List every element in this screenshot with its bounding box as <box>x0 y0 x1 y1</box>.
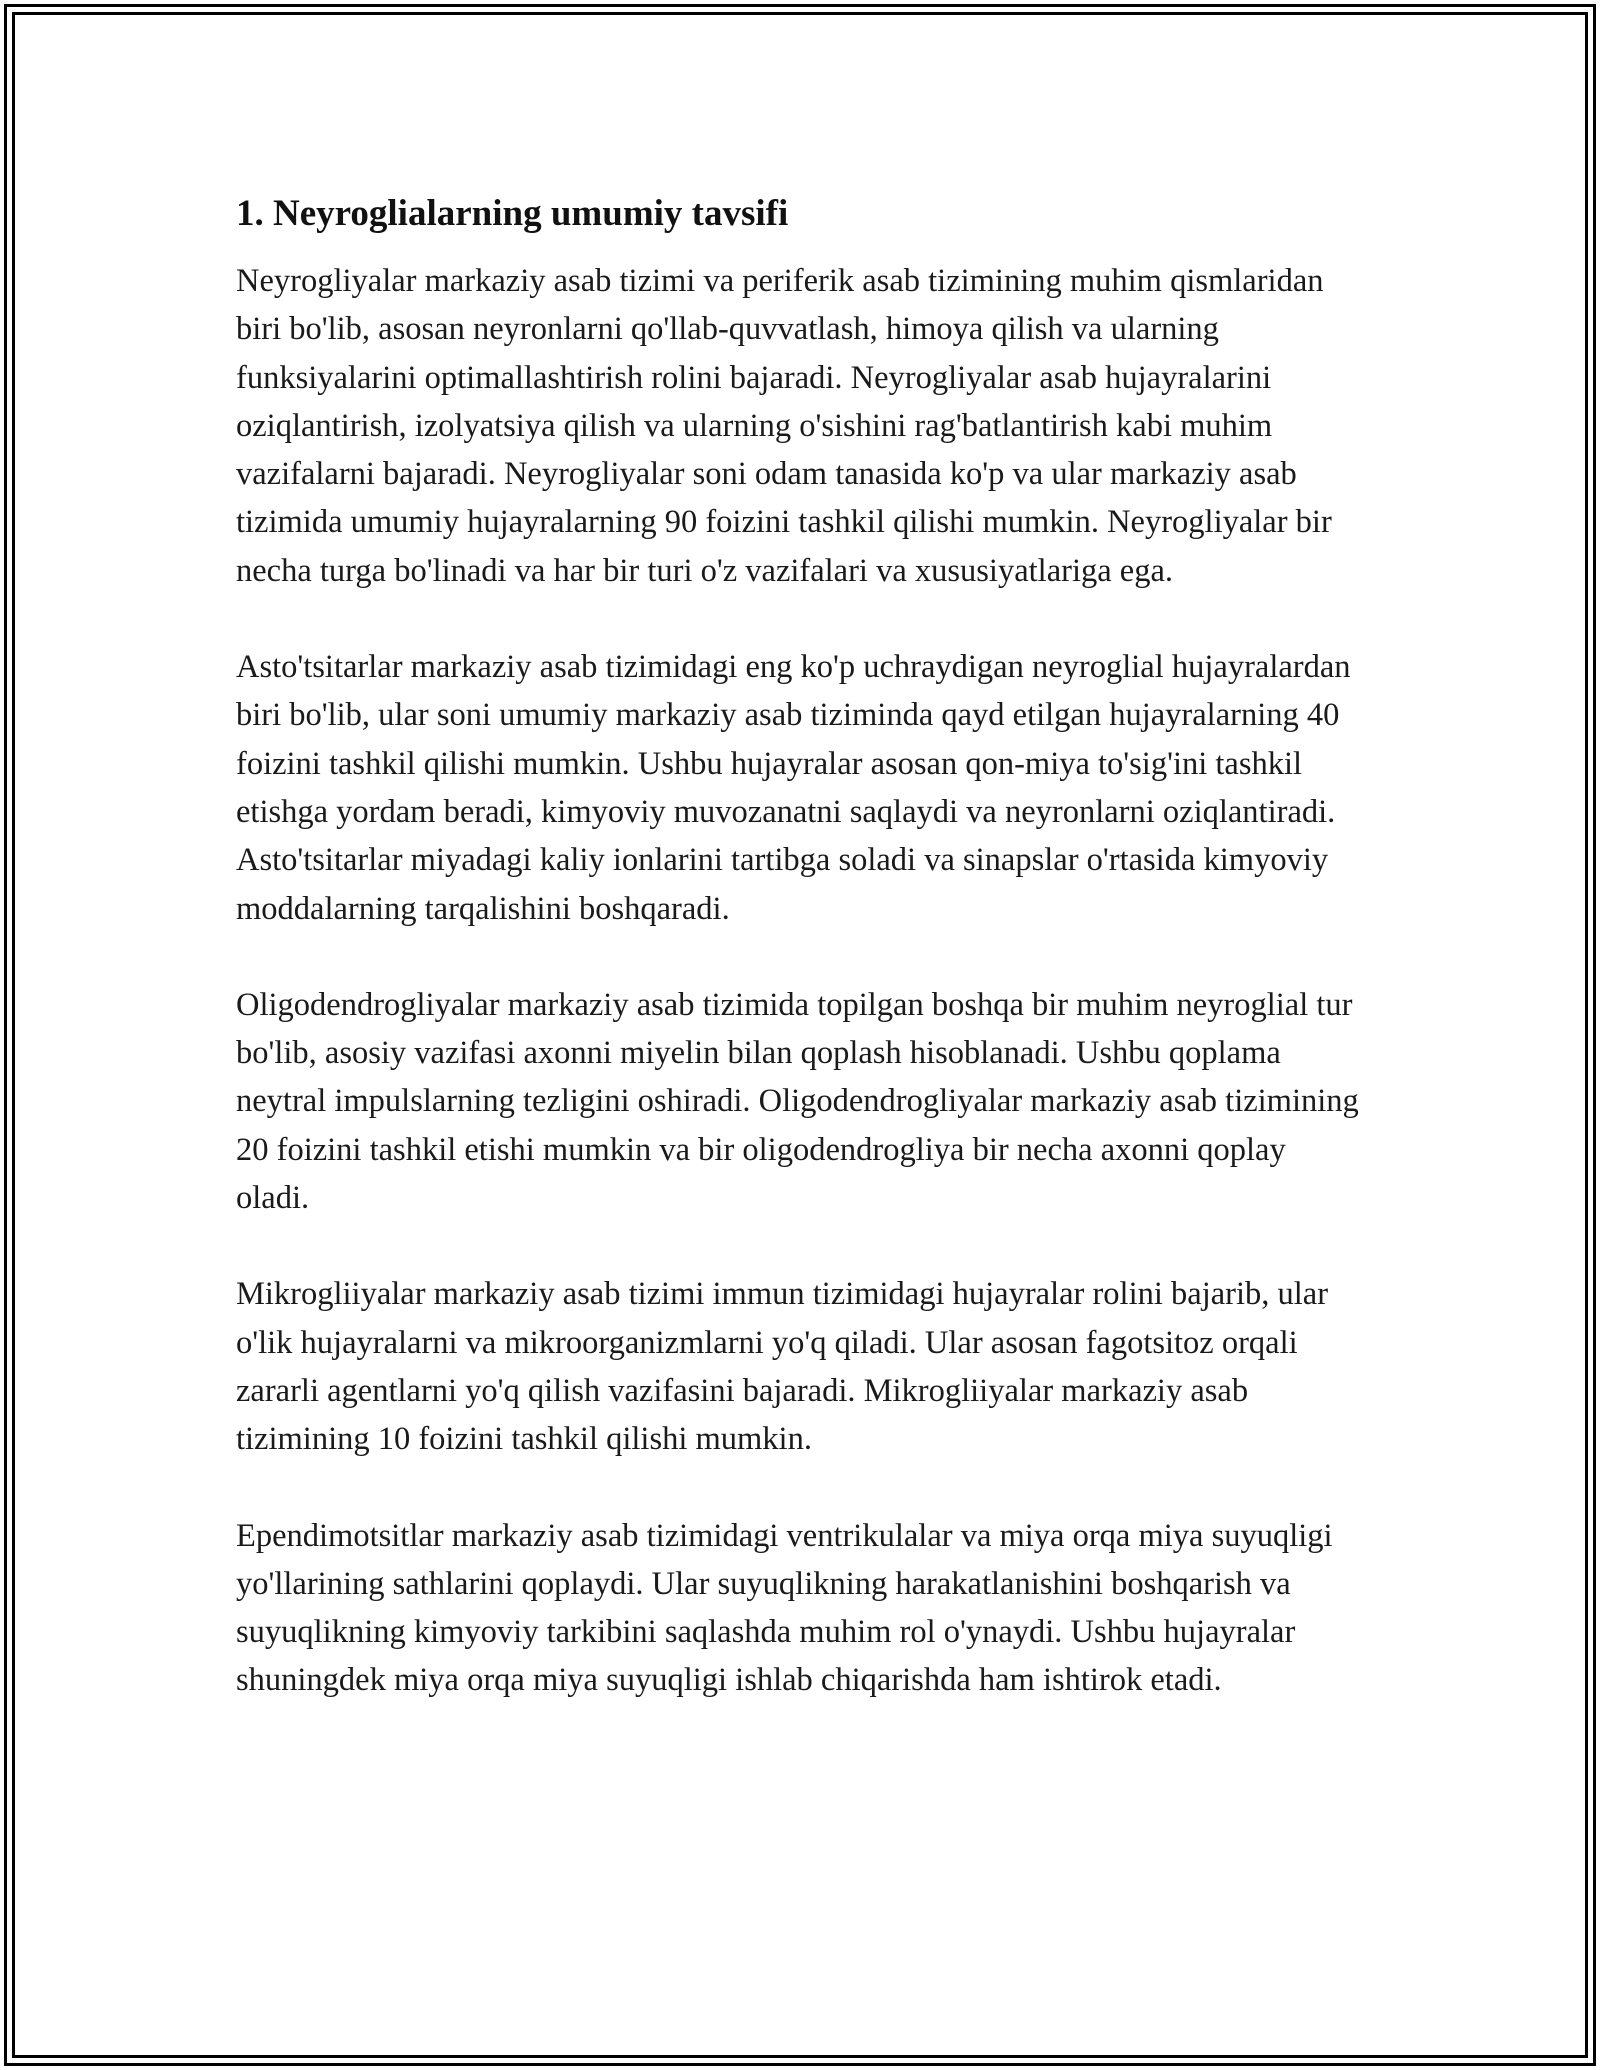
document-body <box>236 188 1366 1753</box>
paragraph-neurogliya-overview: Neyrogliyalar markaziy asab tizimi va periferik asab tizimining muhim qismlaridan biri bo'lib, asosan neyronlarni qo'llab-quvvatlash, himoya qilish va ularning funksiyalarini optimallashtirish rolini bajaradi. Neyrogliyalar asab hujayralarini oziqlantirish, izolyatsiya qilish va ularning o'sishini rag'batlantirish kabi muhim vazifalarni bajaradi. Neyrogliyalar soni odam tanasida ko'p va ular markaziy asab tizimida umumiy hujayralarning 90 foizini tashkil qilishi mumkin. Neyrogliyalar bir necha turga bo'linadi va har bir turi o'z vazifalari va xususiyatlariga ega. <box>236 263 1332 589</box>
section-heading: 1. Neyroglialarning umumiy tavsifi <box>236 193 789 234</box>
paragraph-oligodendrocytes: Oligodendrogliyalar markaziy asab tizimida topilgan boshqa bir muhim neyroglial tur bo'lib, asosiy vazifasi axonni miyelin bilan qoplash hisoblanadi. Ushbu qoplama neytral impulslarning tezligini oshiradi. Oligodendrogliyalar markaziy asab tizimining 20 foizini tashkil etishi mumkin va bir oligodendrogliya bir necha axonni qoplay oladi. <box>236 986 1359 1217</box>
paragraph-ependymocytes: Ependimotsitlar markaziy asab tizimidagi ventrikulalar va miya orqa miya suyuqligi yo'llarining sathlarini qoplaydi. Ular suyuqlikning harakatlanishini boshqarish va suyuqlikning kimyoviy tarkibini saqlashda muhim rol o'ynaydi. Ushbu hujayralar shuningdek miya orqa miya suyuqligi ishlab chiqarishda ham ishtirok etadi. <box>236 1517 1333 1699</box>
paragraph-astrocytes: Asto'tsitarlar markaziy asab tizimidagi eng ko'p uchraydigan neyroglial hujayralardan biri bo'lib, ular soni umumiy markaziy asab tiziminda qayd etilgan hujayralarning 40 foizini tashkil qilishi mumkin. Ushbu hujayralar asosan qon-miya to'sig'ini tashkil etishga yordam beradi, kimyoviy muvozanatni saqlaydi va neyronlarni oziqlantiradi. Asto'tsitarlar miyadagi kaliy ionlarini tartibga soladi va sinapslar o'rtasida kimyoviy moddalarning tarqalishini boshqaradi. <box>236 649 1351 927</box>
paragraph-microglia: Mikrogliiyalar markaziy asab tizimi immun tizimidagi hujayralar rolini bajarib, ular o'lik hujayralarni va mikroorganizmlarni yo'q qiladi. Ular asosan fagotsitoz orqali zararli agentlarni yo'q qilish vazifasini bajaradi. Mikrogliiyalar markaziy asab tizimining 10 foizini tashkil qilishi mumkin. <box>236 1276 1329 1458</box>
